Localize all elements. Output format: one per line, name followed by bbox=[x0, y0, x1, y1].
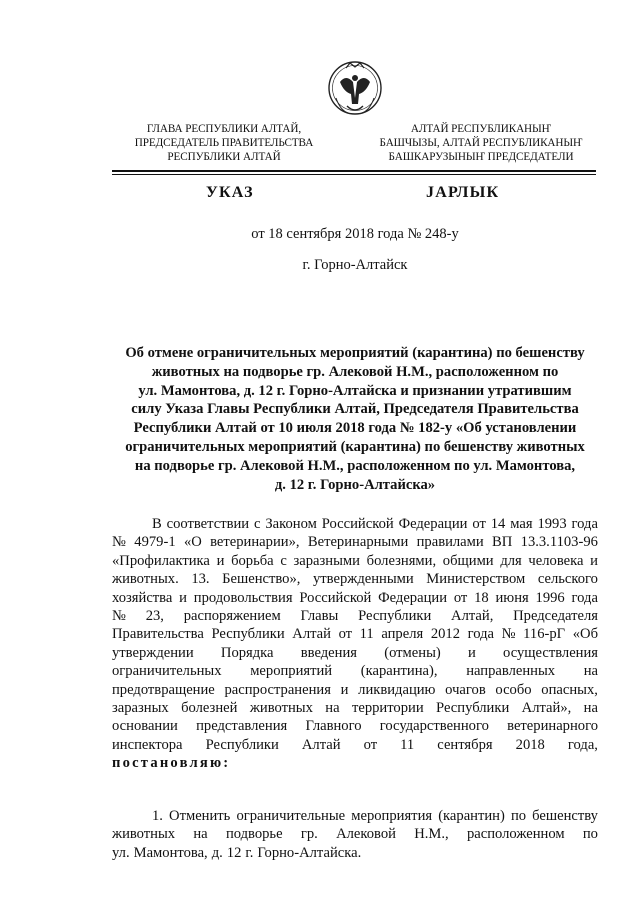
coat-of-arms-emblem bbox=[326, 58, 384, 122]
word: апреля bbox=[381, 626, 424, 643]
word: Главы bbox=[300, 608, 339, 625]
word: Горно-Алтайска. bbox=[257, 844, 362, 861]
word: распоряжением bbox=[183, 608, 281, 625]
word: 11 bbox=[359, 626, 374, 643]
body-line bbox=[112, 625, 598, 643]
word: № bbox=[501, 626, 516, 643]
decree-preamble bbox=[112, 515, 598, 773]
word: Н.М., bbox=[414, 826, 449, 843]
decree-item-1 bbox=[112, 807, 598, 862]
word: № bbox=[112, 534, 126, 551]
subject-line: Республики Алтай от 10 июля 2018 года № 182-у «Об установлении bbox=[133, 420, 577, 437]
word: 11 bbox=[400, 736, 415, 753]
word: В bbox=[152, 516, 162, 532]
word: 18 bbox=[474, 589, 489, 606]
word: 1996 bbox=[535, 589, 565, 606]
word: с bbox=[253, 516, 261, 532]
word: (карантина), bbox=[360, 663, 438, 680]
subject-line: ограничительных мероприятий (карантина) по бешенству животных bbox=[125, 438, 585, 455]
item-line bbox=[112, 825, 598, 843]
body-line bbox=[112, 570, 598, 588]
body-line bbox=[112, 681, 598, 699]
word: мероприятия bbox=[351, 808, 433, 824]
word: «Профилактика bbox=[112, 552, 210, 569]
word: 1. bbox=[152, 808, 163, 824]
word: мая bbox=[510, 516, 533, 532]
word: соответствии bbox=[166, 516, 250, 532]
word: с bbox=[280, 552, 287, 569]
word: очагов bbox=[445, 681, 486, 698]
subject-line: животных на подворье гр. Алековой Н.М., расположенном по bbox=[151, 363, 559, 380]
word: сентября bbox=[437, 736, 493, 753]
decree-word: постановляю: bbox=[112, 755, 231, 772]
word: Отменить bbox=[169, 808, 231, 824]
word: болезнями, bbox=[366, 552, 437, 569]
body-line bbox=[112, 736, 598, 754]
body-line bbox=[112, 515, 598, 533]
decree-subject bbox=[112, 344, 598, 494]
word: болезней bbox=[181, 700, 238, 717]
word: человека bbox=[528, 552, 584, 569]
header-right-block bbox=[372, 122, 590, 164]
word: по bbox=[582, 826, 598, 843]
header-right-line-2: БАШЧЫЗЫ, АЛТАЙ РЕСПУБЛИКАНЫҤ bbox=[379, 137, 583, 149]
word: (отмены) bbox=[384, 644, 441, 661]
body-line bbox=[112, 717, 598, 735]
word: 2018 bbox=[515, 736, 545, 753]
word: Алтай», bbox=[521, 700, 572, 717]
word: на bbox=[583, 700, 598, 717]
word: утверждении bbox=[112, 644, 194, 661]
word: г. bbox=[245, 844, 254, 861]
body-line bbox=[112, 589, 598, 607]
word: животных bbox=[249, 700, 313, 717]
subject-line: на подворье гр. Алековой Н.М., расположенном по ул. Мамонтова, bbox=[134, 457, 576, 474]
word: Федерации bbox=[398, 516, 468, 532]
word: инспектора bbox=[112, 736, 183, 753]
word: ограничительных bbox=[112, 663, 222, 680]
word: 4979-1 bbox=[134, 534, 176, 551]
doc-type-russian: УКАЗ bbox=[206, 184, 254, 201]
word: Правительства bbox=[112, 626, 204, 643]
body-line bbox=[112, 607, 598, 625]
word: и bbox=[340, 681, 349, 698]
word: ограничительные bbox=[236, 808, 346, 824]
word: расположенном bbox=[466, 826, 565, 843]
word: года bbox=[571, 589, 598, 606]
word: Республики bbox=[211, 626, 285, 643]
word: Российской bbox=[321, 516, 394, 532]
word: Ветеринарными bbox=[307, 534, 409, 551]
word: Российской bbox=[299, 589, 372, 606]
word: введения bbox=[300, 644, 357, 661]
word: продовольствия bbox=[193, 589, 293, 606]
header-left-line-2: ПРЕДСЕДАТЕЛЬ ПРАВИТЕЛЬСТВА bbox=[134, 137, 314, 149]
item-line bbox=[112, 807, 598, 825]
word: Алтай bbox=[292, 626, 331, 643]
word: от bbox=[453, 589, 468, 606]
word: направленных bbox=[466, 663, 556, 680]
decree-date-number: от 18 сентября 2018 года № 248-у bbox=[251, 226, 459, 242]
word: 13. bbox=[191, 571, 210, 588]
header-left-line-3: РЕСПУБЛИКИ АЛТАЙ bbox=[167, 151, 281, 163]
word: и bbox=[590, 552, 598, 569]
body-line bbox=[112, 552, 598, 570]
header-left-line-1: ГЛАВА РЕСПУБЛИКИ АЛТАЙ, bbox=[146, 123, 302, 135]
word: д. bbox=[211, 844, 223, 861]
word: Республики bbox=[205, 736, 279, 753]
word: 1993 bbox=[537, 516, 567, 532]
word: Федерации bbox=[378, 589, 448, 606]
word: заразными bbox=[293, 552, 360, 569]
word: по bbox=[510, 808, 527, 824]
word: опасных, bbox=[541, 681, 598, 698]
word: № bbox=[112, 608, 126, 625]
word: и bbox=[216, 552, 225, 569]
word: Министерством bbox=[426, 571, 526, 588]
subject-line: Об отмене ограничительных мероприятий (карантина) по бешенству bbox=[125, 345, 585, 361]
word: 12 bbox=[226, 844, 242, 861]
body-line bbox=[112, 699, 598, 717]
word: на bbox=[583, 663, 598, 680]
header-left-block bbox=[124, 122, 324, 164]
word: ликвидацию bbox=[358, 681, 436, 698]
word: 2012 bbox=[430, 626, 460, 643]
subject-line: ул. Мамонтова, д. 12 г. Горно-Алтайска и признании утратившим bbox=[138, 382, 572, 399]
word: года bbox=[571, 516, 598, 532]
word: осуществления bbox=[503, 644, 598, 661]
word: 116-рГ bbox=[523, 626, 566, 643]
word: и bbox=[467, 644, 476, 661]
word: Председателя bbox=[513, 608, 598, 625]
word: заразных bbox=[112, 700, 169, 717]
body-line bbox=[112, 533, 598, 551]
word: Главного bbox=[305, 718, 362, 735]
word: представления bbox=[196, 718, 288, 735]
word: июня bbox=[495, 589, 529, 606]
word: ветеринарного bbox=[507, 718, 598, 735]
word: 14 bbox=[490, 516, 506, 532]
word: правилами bbox=[416, 534, 484, 551]
word: Алтай, bbox=[451, 608, 494, 625]
word: Республики bbox=[436, 700, 510, 717]
word: для bbox=[500, 552, 522, 569]
word: Законом bbox=[265, 516, 317, 532]
word: 13.3.1103-96 bbox=[520, 534, 598, 551]
word: года bbox=[467, 626, 495, 643]
word: ул. bbox=[112, 844, 130, 861]
word: от bbox=[363, 736, 378, 753]
word: хозяйства bbox=[112, 589, 173, 606]
word: и bbox=[179, 589, 187, 606]
header-rule-thin bbox=[112, 174, 596, 175]
header-right-line-1: АЛТАЙ РЕСПУБЛИКАНЫҤ bbox=[410, 123, 552, 135]
word: распространения bbox=[224, 681, 331, 698]
word: ветеринарии», bbox=[210, 534, 300, 551]
word: государственного bbox=[379, 718, 489, 735]
decree-city: г. Горно-Алтайск bbox=[302, 257, 408, 273]
word: предотвращение bbox=[112, 681, 215, 698]
word: подворье bbox=[225, 826, 283, 843]
word: животных. bbox=[112, 571, 179, 588]
body-line bbox=[112, 662, 598, 680]
word: Порядка bbox=[220, 644, 274, 661]
word: года, bbox=[567, 736, 598, 753]
item-line bbox=[112, 844, 598, 862]
word: мероприятий bbox=[250, 663, 333, 680]
word: гр. bbox=[300, 826, 318, 843]
word: территории bbox=[351, 700, 424, 717]
word: на bbox=[325, 700, 340, 717]
word: от bbox=[472, 516, 486, 532]
word: животных bbox=[112, 826, 176, 843]
word: утвержденными bbox=[313, 571, 414, 588]
word: бешенству bbox=[532, 808, 598, 824]
word: 23, bbox=[145, 608, 164, 625]
word: Бешенство», bbox=[222, 571, 301, 588]
word: (карантин) bbox=[438, 808, 505, 824]
word: от bbox=[338, 626, 353, 643]
header-right-line-3: БАШКАРУЗЫНЫҤ ПРЕДСЕДАТЕЛИ bbox=[388, 151, 574, 163]
doc-type-altai: JАРЛЫК bbox=[426, 184, 500, 201]
word: Алековой bbox=[336, 826, 396, 843]
word: основании bbox=[112, 718, 178, 735]
word: Алтай bbox=[301, 736, 341, 753]
word: Мамонтова, bbox=[133, 844, 208, 861]
subject-line: силу Указа Главы Республики Алтай, Председателя Правительства bbox=[131, 401, 579, 418]
word: борьба bbox=[231, 552, 274, 569]
word: на bbox=[193, 826, 208, 843]
word: ВП bbox=[492, 534, 513, 551]
word: сельского bbox=[537, 571, 598, 588]
body-line bbox=[112, 644, 598, 662]
header-rule-thick bbox=[112, 170, 596, 172]
word: особо bbox=[495, 681, 532, 698]
word: Республики bbox=[358, 608, 432, 625]
subject-line: д. 12 г. Горно-Алтайска» bbox=[274, 476, 436, 493]
word: «Об bbox=[572, 626, 598, 643]
word: «О bbox=[183, 534, 202, 551]
word: общими bbox=[442, 552, 494, 569]
